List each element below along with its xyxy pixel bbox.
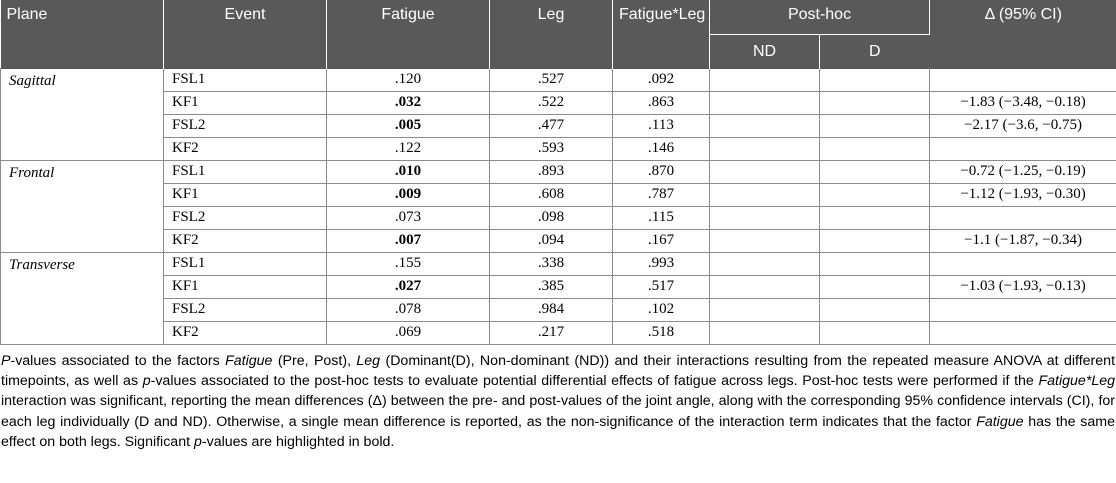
header-posthoc: Post-hoc — [710, 0, 930, 34]
cell-event: FSL1 — [164, 160, 327, 183]
fatigue-pvalue: .032 — [394, 94, 422, 110]
cell-delta: −2.17 (−3.6, −0.75) — [930, 114, 1116, 137]
cell-leg: .984 — [490, 298, 613, 321]
caption-segment: p — [142, 372, 151, 389]
cell-event: KF2 — [164, 229, 327, 252]
cell-leg: .608 — [490, 183, 613, 206]
cell-plane: Sagittal — [1, 68, 164, 160]
cell-plane: Frontal — [1, 160, 164, 252]
table-row — [1, 298, 1116, 321]
fatigue-pvalue: .155 — [394, 255, 422, 271]
cell-event: KF2 — [164, 321, 327, 344]
cell-posthoc-d — [820, 91, 930, 114]
cell-fatigue — [327, 298, 490, 321]
cell-leg: .098 — [490, 206, 613, 229]
fatigue-pvalue: .010 — [394, 163, 422, 179]
cell-leg: .477 — [490, 114, 613, 137]
cell-interaction: .113 — [613, 114, 710, 137]
table-row — [1, 252, 1116, 275]
cell-leg: .217 — [490, 321, 613, 344]
cell-fatigue — [327, 229, 490, 252]
cell-leg: .593 — [490, 137, 613, 160]
caption-segment: Leg — [356, 352, 381, 369]
cell-delta — [930, 137, 1116, 160]
header-event: Event — [164, 0, 327, 68]
cell-leg: .893 — [490, 160, 613, 183]
table-row — [1, 321, 1116, 344]
fatigue-pvalue: .027 — [394, 278, 422, 294]
cell-delta: −1.03 (−1.93, −0.13) — [930, 275, 1116, 298]
cell-fatigue — [327, 160, 490, 183]
caption-segment: has the same effect on both legs. Significant — [1, 413, 1115, 451]
cell-event: FSL2 — [164, 114, 327, 137]
cell-posthoc-d — [820, 229, 930, 252]
header-delta: Δ (95% CI) — [930, 0, 1116, 68]
table-row — [1, 206, 1116, 229]
cell-interaction: .102 — [613, 298, 710, 321]
cell-event: FSL1 — [164, 68, 327, 91]
cell-event: FSL1 — [164, 252, 327, 275]
table-caption — [0, 351, 1116, 453]
cell-fatigue — [327, 275, 490, 298]
cell-event: KF1 — [164, 183, 327, 206]
cell-fatigue — [327, 137, 490, 160]
caption-segment: (Dominant(D), Non-dominant (ND)) and their interactions resulting from the repeated measure ANOVA at different timepoints, as well as — [1, 352, 1116, 389]
cell-leg: .094 — [490, 229, 613, 252]
cell-posthoc-nd — [710, 91, 820, 114]
cell-posthoc-d — [820, 68, 930, 91]
cell-posthoc-nd — [710, 252, 820, 275]
table-row — [1, 229, 1116, 252]
table-row — [1, 183, 1116, 206]
caption-segment: -values associated to the post-hoc tests to evaluate potential differential effects of fatigue across legs. Post-hoc tests were performed if the — [150, 372, 1039, 389]
cell-posthoc-d — [820, 298, 930, 321]
cell-posthoc-nd — [710, 160, 820, 183]
cell-posthoc-nd — [710, 321, 820, 344]
header-interaction: Fatigue*Leg — [613, 0, 710, 68]
table-row — [1, 275, 1116, 298]
cell-fatigue — [327, 183, 490, 206]
cell-delta — [930, 252, 1116, 275]
cell-posthoc-d — [820, 252, 930, 275]
cell-delta: −1.1 (−1.87, −0.34) — [930, 229, 1116, 252]
cell-event: FSL2 — [164, 298, 327, 321]
table-row — [1, 68, 1116, 91]
cell-plane: Transverse — [1, 252, 164, 344]
cell-interaction: .092 — [613, 68, 710, 91]
caption-segment: Fatigue — [976, 413, 1024, 430]
cell-fatigue — [327, 206, 490, 229]
cell-posthoc-nd — [710, 206, 820, 229]
cell-interaction: .863 — [613, 91, 710, 114]
cell-fatigue — [327, 91, 490, 114]
caption-segment: -values are highlighted in bold. — [201, 434, 395, 451]
fatigue-pvalue: .122 — [394, 140, 422, 156]
cell-delta — [930, 321, 1116, 344]
cell-posthoc-d — [820, 183, 930, 206]
caption-segment: Fatigue — [225, 352, 273, 369]
cell-delta — [930, 298, 1116, 321]
table-row — [1, 160, 1116, 183]
cell-interaction: .115 — [613, 206, 710, 229]
cell-event: KF2 — [164, 137, 327, 160]
fatigue-pvalue: .073 — [394, 209, 422, 225]
cell-event: KF1 — [164, 275, 327, 298]
cell-leg: .522 — [490, 91, 613, 114]
caption-segment: interaction was significant, reporting the mean differences (Δ) between the pre- and post-values of the joint angle, along with the corresponding 95% confidence intervals (CI), for each leg individually (D and ND). Otherwise, a single mean difference is reported, as the non-significance of the interaction term indicates that the factor — [1, 393, 1115, 430]
cell-interaction: .517 — [613, 275, 710, 298]
table-row — [1, 114, 1116, 137]
cell-posthoc-d — [820, 114, 930, 137]
cell-posthoc-nd — [710, 114, 820, 137]
cell-posthoc-d — [820, 206, 930, 229]
caption-segment: -values associated to the factors — [10, 352, 226, 369]
fatigue-pvalue: .009 — [394, 186, 422, 202]
cell-posthoc-d — [820, 275, 930, 298]
cell-leg: .385 — [490, 275, 613, 298]
cell-leg: .527 — [490, 68, 613, 91]
cell-interaction: .993 — [613, 252, 710, 275]
cell-interaction: .167 — [613, 229, 710, 252]
cell-delta: −1.83 (−3.48, −0.18) — [930, 91, 1116, 114]
cell-posthoc-d — [820, 160, 930, 183]
header-d: D — [820, 34, 930, 68]
caption-segment: p — [193, 434, 202, 451]
cell-delta — [930, 68, 1116, 91]
cell-interaction: .870 — [613, 160, 710, 183]
caption-segment: (Pre, Post), — [272, 352, 357, 369]
cell-delta: −0.72 (−1.25, −0.19) — [930, 160, 1116, 183]
table-body — [1, 68, 1116, 344]
fatigue-pvalue: .069 — [394, 324, 422, 340]
header-fatigue: Fatigue — [327, 0, 490, 68]
cell-fatigue — [327, 114, 490, 137]
header-plane: Plane — [1, 0, 164, 68]
caption-segment: P — [1, 352, 11, 369]
cell-event: KF1 — [164, 91, 327, 114]
cell-event: FSL2 — [164, 206, 327, 229]
cell-leg: .338 — [490, 252, 613, 275]
cell-posthoc-d — [820, 137, 930, 160]
fatigue-pvalue: .007 — [394, 232, 422, 248]
table-row — [1, 137, 1116, 160]
caption-segment: Fatigue*Leg — [1038, 372, 1116, 389]
cell-fatigue — [327, 321, 490, 344]
fatigue-pvalue: .120 — [394, 71, 422, 87]
fatigue-pvalue: .005 — [394, 117, 422, 133]
cell-delta: −1.12 (−1.93, −0.30) — [930, 183, 1116, 206]
cell-posthoc-nd — [710, 137, 820, 160]
cell-fatigue — [327, 68, 490, 91]
header-leg: Leg — [490, 0, 613, 68]
cell-posthoc-nd — [710, 229, 820, 252]
table-row — [1, 91, 1116, 114]
cell-interaction: .518 — [613, 321, 710, 344]
cell-delta — [930, 206, 1116, 229]
fatigue-pvalue: .078 — [394, 301, 422, 317]
table-header — [1, 0, 1116, 68]
cell-interaction: .146 — [613, 137, 710, 160]
cell-posthoc-nd — [710, 275, 820, 298]
cell-posthoc-nd — [710, 68, 820, 91]
cell-posthoc-d — [820, 321, 930, 344]
cell-posthoc-nd — [710, 183, 820, 206]
cell-interaction: .787 — [613, 183, 710, 206]
cell-posthoc-nd — [710, 298, 820, 321]
cell-fatigue — [327, 252, 490, 275]
header-nd: ND — [710, 34, 820, 68]
